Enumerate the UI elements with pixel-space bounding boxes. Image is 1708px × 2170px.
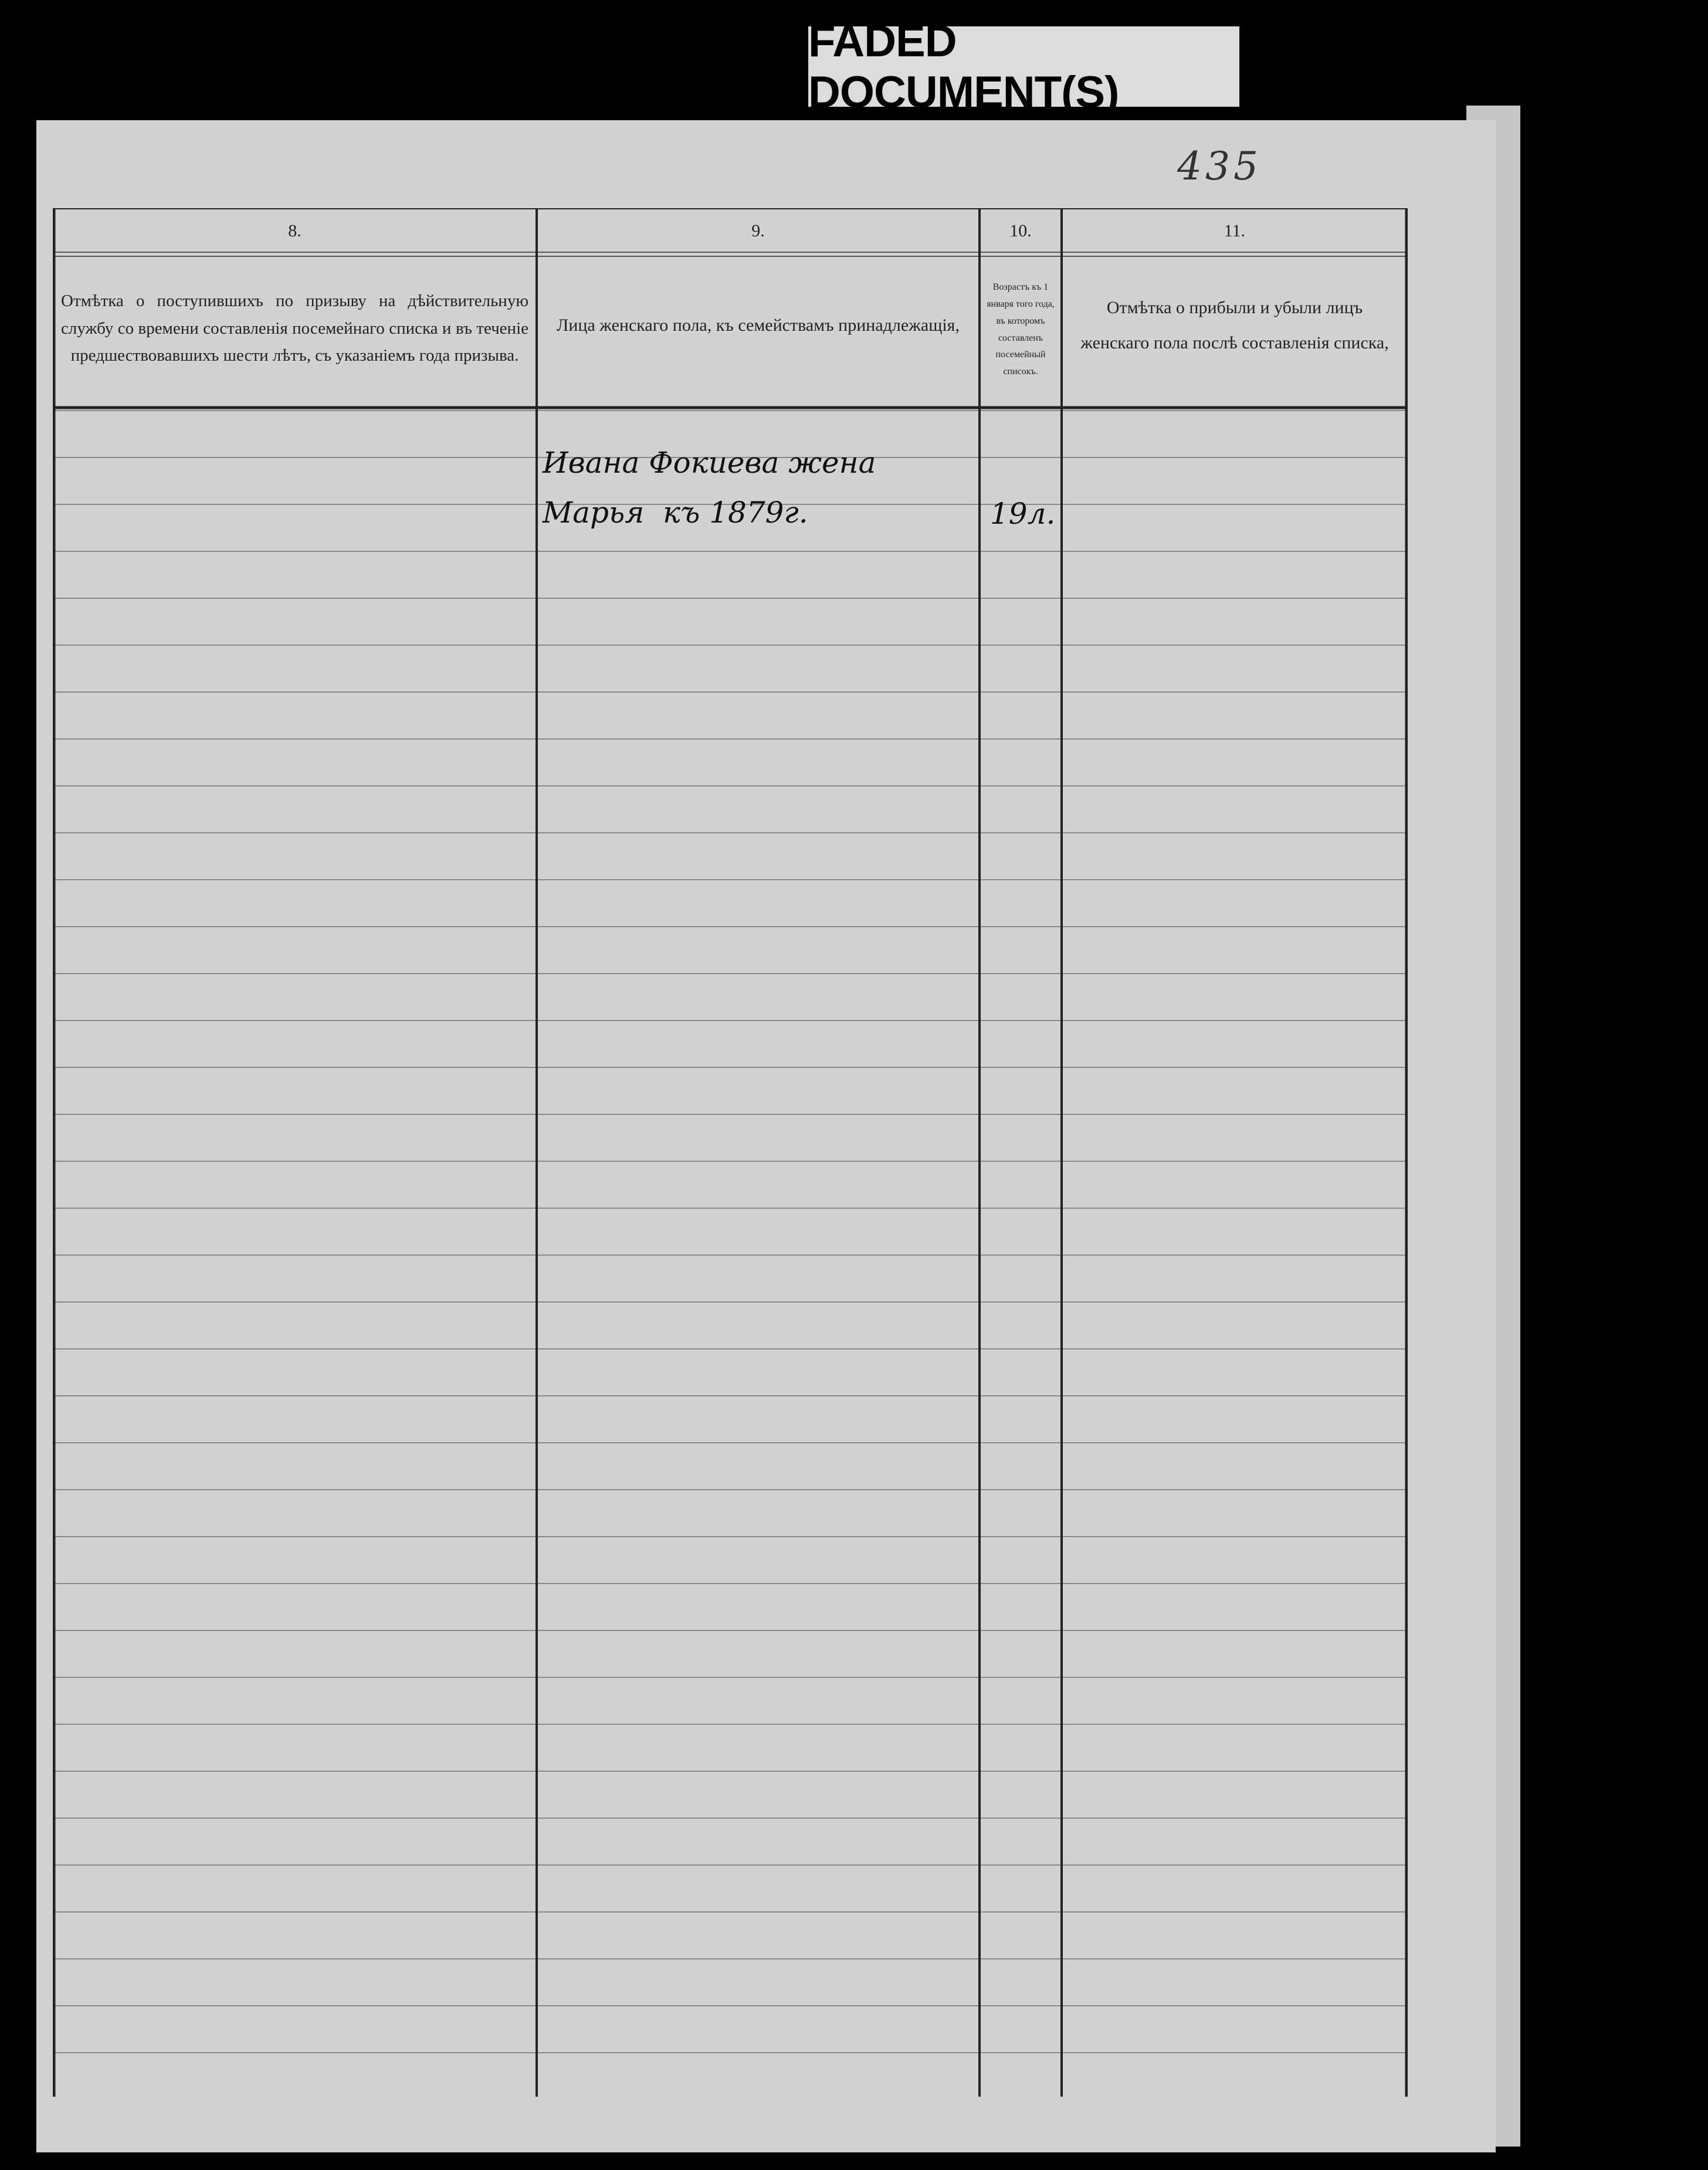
page-number: 435 [1177, 144, 1262, 189]
column-10-header: Возрастъ къ 1 января того года, въ которомъ составленъ посемейный списокъ. [987, 282, 1055, 377]
entry-line-1: Ивана Фокиева жена [543, 446, 876, 480]
ledger-table [53, 208, 1408, 2097]
column-8-number: 8. [288, 221, 301, 240]
column-11-number: 11. [1224, 221, 1246, 240]
entry-age: 19л. [990, 497, 1056, 531]
ledger-page [36, 120, 1496, 2152]
column-8-header: Отмѣтка о поступившихъ по призыву на дѣйствительную службу со времени составленія посемейнаго списка и въ теченіе предшествовавшихъ шести лѣтъ, съ указаніемъ года призыва. [61, 291, 528, 365]
ruled-lines [53, 208, 1408, 2097]
entry-line-2: Марья къ 1879г. [543, 496, 808, 530]
faded-document-stamp: FADED DOCUMENT(S) [808, 26, 1239, 107]
column-10-number: 10. [1009, 221, 1032, 240]
column-9-number: 9. [751, 221, 765, 240]
column-11-header: Отмѣтка о прибыли и убыли лицъ женскаго пола послѣ составленія списка, [1080, 298, 1389, 352]
column-9-header: Лица женскаго пола, къ семействамъ принадлежащія, [557, 316, 960, 335]
